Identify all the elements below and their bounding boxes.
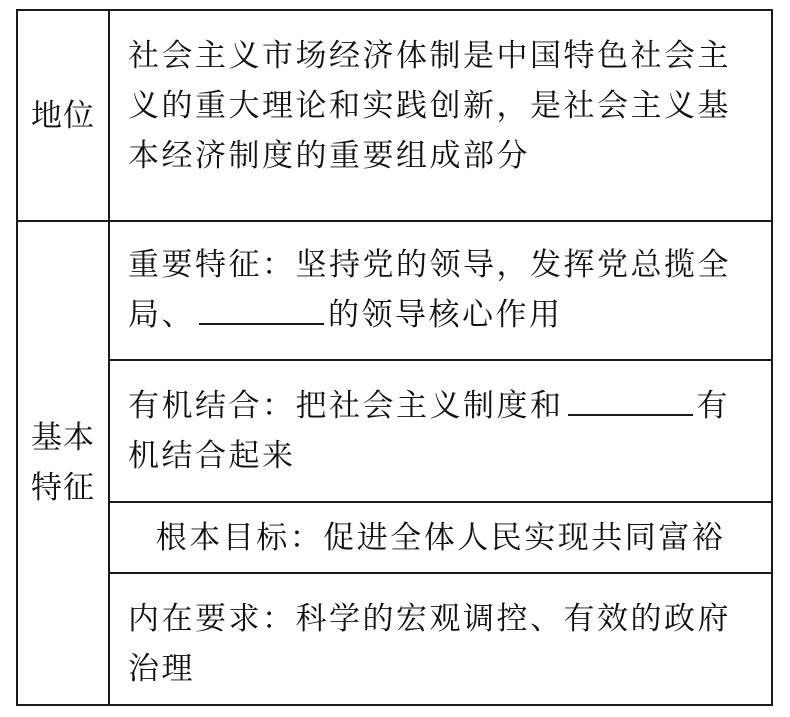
fill-in-blank xyxy=(568,386,693,416)
features-label xyxy=(31,413,95,513)
summary-table xyxy=(16,9,773,706)
feature-goal-text: 根本目标：促进全体人民实现共同富裕 xyxy=(155,520,726,556)
feature-requirement xyxy=(110,574,771,704)
status-label: 地位 xyxy=(31,97,95,134)
features-label-cell xyxy=(18,222,110,704)
fill-in-blank xyxy=(199,295,324,325)
status-label-cell xyxy=(18,11,110,222)
feature-goal xyxy=(110,503,771,574)
status-content: 社会主义市场经济体制是中国特色社会主义的重大理论和实践创新，是社会主义基本经济制度的重要组成部分 xyxy=(128,38,731,174)
feature-important-text-after: 的领导核心作用 xyxy=(328,297,563,333)
feature-combination xyxy=(110,361,771,503)
feature-combination-text-after: 有机结合起来 xyxy=(128,388,730,474)
features-label-line1: 基本 xyxy=(31,420,95,456)
feature-combination-text-before: 有机结合：把社会主义制度和 xyxy=(128,388,564,424)
feature-important xyxy=(110,222,771,361)
features-label-line2: 特征 xyxy=(31,470,95,506)
features-list xyxy=(110,222,771,704)
feature-requirement-text: 内在要求：科学的宏观调控、有效的政府治理 xyxy=(128,601,731,687)
feature-important-text-before: 重要特征：坚持党的领导，发挥党总揽全局、 xyxy=(128,247,731,333)
status-content-cell xyxy=(110,11,771,222)
